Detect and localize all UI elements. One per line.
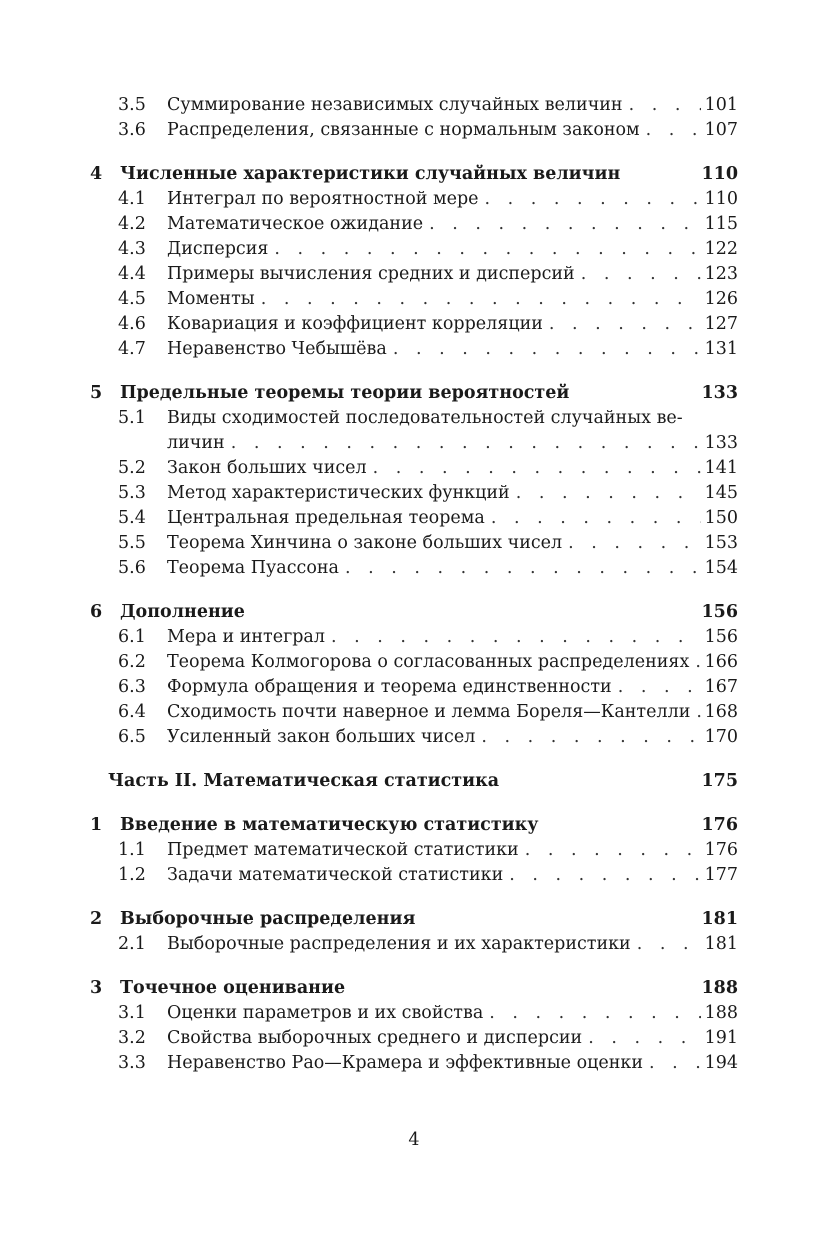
section-gap [90,794,738,813]
toc-entry-page: 191 [704,1028,738,1048]
toc-entry-number: 2 [90,909,103,929]
toc-section-entry[interactable] [90,237,738,262]
toc-section-entry[interactable] [90,838,738,863]
toc-section-entry[interactable] [90,212,738,237]
toc-entry-title: Математическое ожидание [167,214,424,234]
toc-section-entry[interactable] [90,700,738,725]
toc-section-entry[interactable] [90,312,738,337]
toc-entry-number: 3.6 [118,120,146,140]
toc-entry-number: 1.1 [118,840,146,860]
section-gap [90,750,738,769]
toc-entry-page: 127 [704,314,738,334]
toc-entry-title: Центральная предельная теорема [167,508,485,528]
toc-entry-number: 2.1 [118,934,146,954]
toc-entry-number: 4.7 [118,339,146,359]
toc-entry-number: 3.2 [118,1028,146,1048]
toc-entry-title: Усиленный закон больших чисел [167,727,476,747]
toc-entry-title: Дисперсия [167,239,269,259]
toc-entry-number: 3 [90,978,103,998]
toc-entry-number: 3.1 [118,1003,146,1023]
toc-section-entry[interactable] [90,650,738,675]
dot-leader [261,287,701,312]
toc-entry-page: 166 [704,652,738,672]
toc-section-entry[interactable] [90,481,738,506]
toc-chapter-entry[interactable] [90,381,738,406]
toc-chapter-entry[interactable] [90,976,738,1001]
toc-entry-title: Свойства выборочных среднего и дисперсии [167,1028,583,1048]
toc-entry-number: 5.1 [118,408,146,428]
toc-entry-title: Сходимость почти наверное и лемма Бореля—Кантелли [167,702,691,722]
section-gap [90,143,738,162]
toc-entry-page: 145 [704,483,738,503]
toc-entry-title: Выборочные распределения [120,909,416,929]
toc-entry-number: 3.3 [118,1053,146,1073]
toc-entry-number: 4.5 [118,289,146,309]
toc-entry-title: Дополнение [120,602,245,622]
dot-leader [516,481,701,506]
page-number: 4 [408,1130,420,1150]
toc-entry-number: 4.4 [118,264,146,284]
dot-leader [485,187,701,212]
dot-leader [231,431,701,456]
dot-leader [696,700,700,725]
toc-entry-title: Задачи математической статистики [167,865,504,885]
toc-entry-page: 141 [704,458,738,478]
toc-entry-title: Распределения, связанные с нормальным законом [167,120,640,140]
toc-entry-title: Теорема Хинчина о законе больших чисел [167,533,563,553]
toc-section-entry[interactable] [90,863,738,888]
toc-section-entry[interactable] [90,1001,738,1026]
toc-entry-title: Закон больших чисел [167,458,367,478]
toc-section-entry[interactable] [90,725,738,750]
toc-entry-page: 181 [704,934,738,954]
toc-section-entry[interactable] [90,93,738,118]
dot-leader [629,93,701,118]
toc-section-entry[interactable] [90,431,738,456]
toc-chapter-entry[interactable] [90,907,738,932]
toc-section-entry[interactable] [90,531,738,556]
toc-entry-page: 107 [704,120,738,140]
toc-section-entry[interactable] [90,675,738,700]
toc-section-entry[interactable] [90,625,738,650]
toc-section-entry[interactable] [90,456,738,481]
toc-section-entry[interactable] [90,932,738,957]
dot-leader [637,932,701,957]
dot-leader [649,1051,701,1076]
toc-section-entry[interactable] [90,1051,738,1076]
toc-entry-number: 6.5 [118,727,146,747]
toc-entry-page: 181 [701,909,738,929]
toc-entry-page: 156 [704,627,738,647]
toc-entry-title: Примеры вычисления средних и дисперсий [167,264,575,284]
toc-entry-number: 5.5 [118,533,146,553]
toc-entry-title: Предельные теоремы теории вероятностей [120,383,570,403]
toc-chapter-entry[interactable] [90,813,738,838]
toc-entry-number: 6.4 [118,702,146,722]
toc-entry-page: 123 [704,264,738,284]
toc-entry-title: Мера и интеграл [167,627,325,647]
toc-entry-title: Неравенство Рао—Крамера и эффективные оценки [167,1053,643,1073]
toc-entry-page: 177 [704,865,738,885]
dot-leader [646,118,701,143]
toc-entry-title: Неравенство Чебышёва [167,339,387,359]
toc-entry-page: 153 [704,533,738,553]
toc-entry-page: 110 [701,164,738,184]
dot-leader [568,531,700,556]
toc-entry-page: 150 [704,508,738,528]
dot-leader [274,237,700,262]
section-gap [90,957,738,976]
dot-leader [618,675,701,700]
dot-leader [373,456,701,481]
toc-entry-title: Оценки параметров и их свойства [167,1003,484,1023]
toc-entry-title: Часть II. Математическая статистика [108,771,500,791]
toc-entry-page: 175 [701,771,738,791]
toc-entry-number: 6.2 [118,652,146,672]
toc-section-entry[interactable] [90,337,738,362]
toc-section-entry[interactable] [90,187,738,212]
toc-entry-title: Теорема Пуассона [167,558,339,578]
toc-entry-page: 110 [704,189,738,209]
toc-entry-number: 6 [90,602,103,622]
dot-leader [429,212,701,237]
toc-entry-number: 4 [90,164,103,184]
dot-leader [481,725,700,750]
dot-leader [491,506,701,531]
toc-section-entry[interactable] [90,506,738,531]
toc-entry-title: Точечное оценивание [120,978,346,998]
toc-entry-page: 122 [704,239,738,259]
toc-entry-page: 131 [704,339,738,359]
toc-entry-title: Введение в математическую статистику [120,815,539,835]
dot-leader [525,838,701,863]
toc-section-entry[interactable] [90,1026,738,1051]
toc-entry-title: Виды сходимостей последовательностей случайных ве- [167,408,683,428]
toc-entry-page: 170 [704,727,738,747]
dot-leader [345,556,701,581]
toc-entry-page: 133 [701,383,738,403]
section-gap [90,581,738,600]
toc-entry-page: 168 [704,702,738,722]
toc-entry-page: 156 [701,602,738,622]
toc-entry-page: 176 [704,840,738,860]
toc-chapter-entry[interactable] [90,162,738,187]
toc-entry-page: 154 [704,558,738,578]
toc-entry-title: Теорема Колмогорова о согласованных распределениях [167,652,690,672]
toc-entry-page: 194 [704,1053,738,1073]
toc-entry-number: 6.1 [118,627,146,647]
toc-entry-page: 133 [704,433,738,453]
dot-leader [331,625,701,650]
table-of-contents [90,93,738,1076]
toc-entry-title: Моменты [167,289,255,309]
dot-leader [393,337,701,362]
toc-entry-page: 101 [704,95,738,115]
toc-entry-title: личин [167,433,225,453]
toc-part-entry[interactable] [90,769,738,794]
dot-leader [581,262,701,287]
dot-leader [695,650,700,675]
toc-entry-title: Метод характеристических функций [167,483,510,503]
toc-entry-number: 4.2 [118,214,146,234]
toc-entry-number: 5.4 [118,508,146,528]
toc-entry-number: 6.3 [118,677,146,697]
toc-entry-page: 167 [704,677,738,697]
toc-entry-title: Суммирование независимых случайных величин [167,95,623,115]
dot-leader [489,1001,700,1026]
toc-entry-page: 126 [704,289,738,309]
toc-entry-number: 1.2 [118,865,146,885]
toc-entry-number: 4.6 [118,314,146,334]
toc-entry-page: 115 [704,214,738,234]
toc-chapter-entry[interactable] [90,600,738,625]
toc-entry-number: 1 [90,815,103,835]
toc-section-entry[interactable] [90,556,738,581]
toc-section-entry[interactable] [90,118,738,143]
toc-entry-title: Ковариация и коэффициент корреляции [167,314,543,334]
toc-section-entry[interactable] [90,406,738,431]
toc-entry-number: 5 [90,383,103,403]
section-gap [90,888,738,907]
toc-section-entry[interactable] [90,262,738,287]
toc-entry-page: 176 [701,815,738,835]
toc-entry-page: 188 [704,1003,738,1023]
toc-section-entry[interactable] [90,287,738,312]
dot-leader [588,1026,700,1051]
toc-entry-title: Численные характеристики случайных величин [120,164,621,184]
toc-entry-number: 5.2 [118,458,146,478]
toc-entry-number: 4.3 [118,239,146,259]
toc-entry-title: Формула обращения и теорема единственности [167,677,612,697]
toc-entry-number: 4.1 [118,189,146,209]
section-gap [90,362,738,381]
toc-entry-title: Предмет математической статистики [167,840,519,860]
dot-leader [509,863,700,888]
toc-entry-title: Выборочные распределения и их характеристики [167,934,631,954]
toc-entry-page: 188 [701,978,738,998]
dot-leader [549,312,701,337]
toc-entry-number: 5.6 [118,558,146,578]
toc-entry-number: 5.3 [118,483,146,503]
toc-entry-number: 3.5 [118,95,146,115]
toc-entry-title: Интеграл по вероятностной мере [167,189,479,209]
